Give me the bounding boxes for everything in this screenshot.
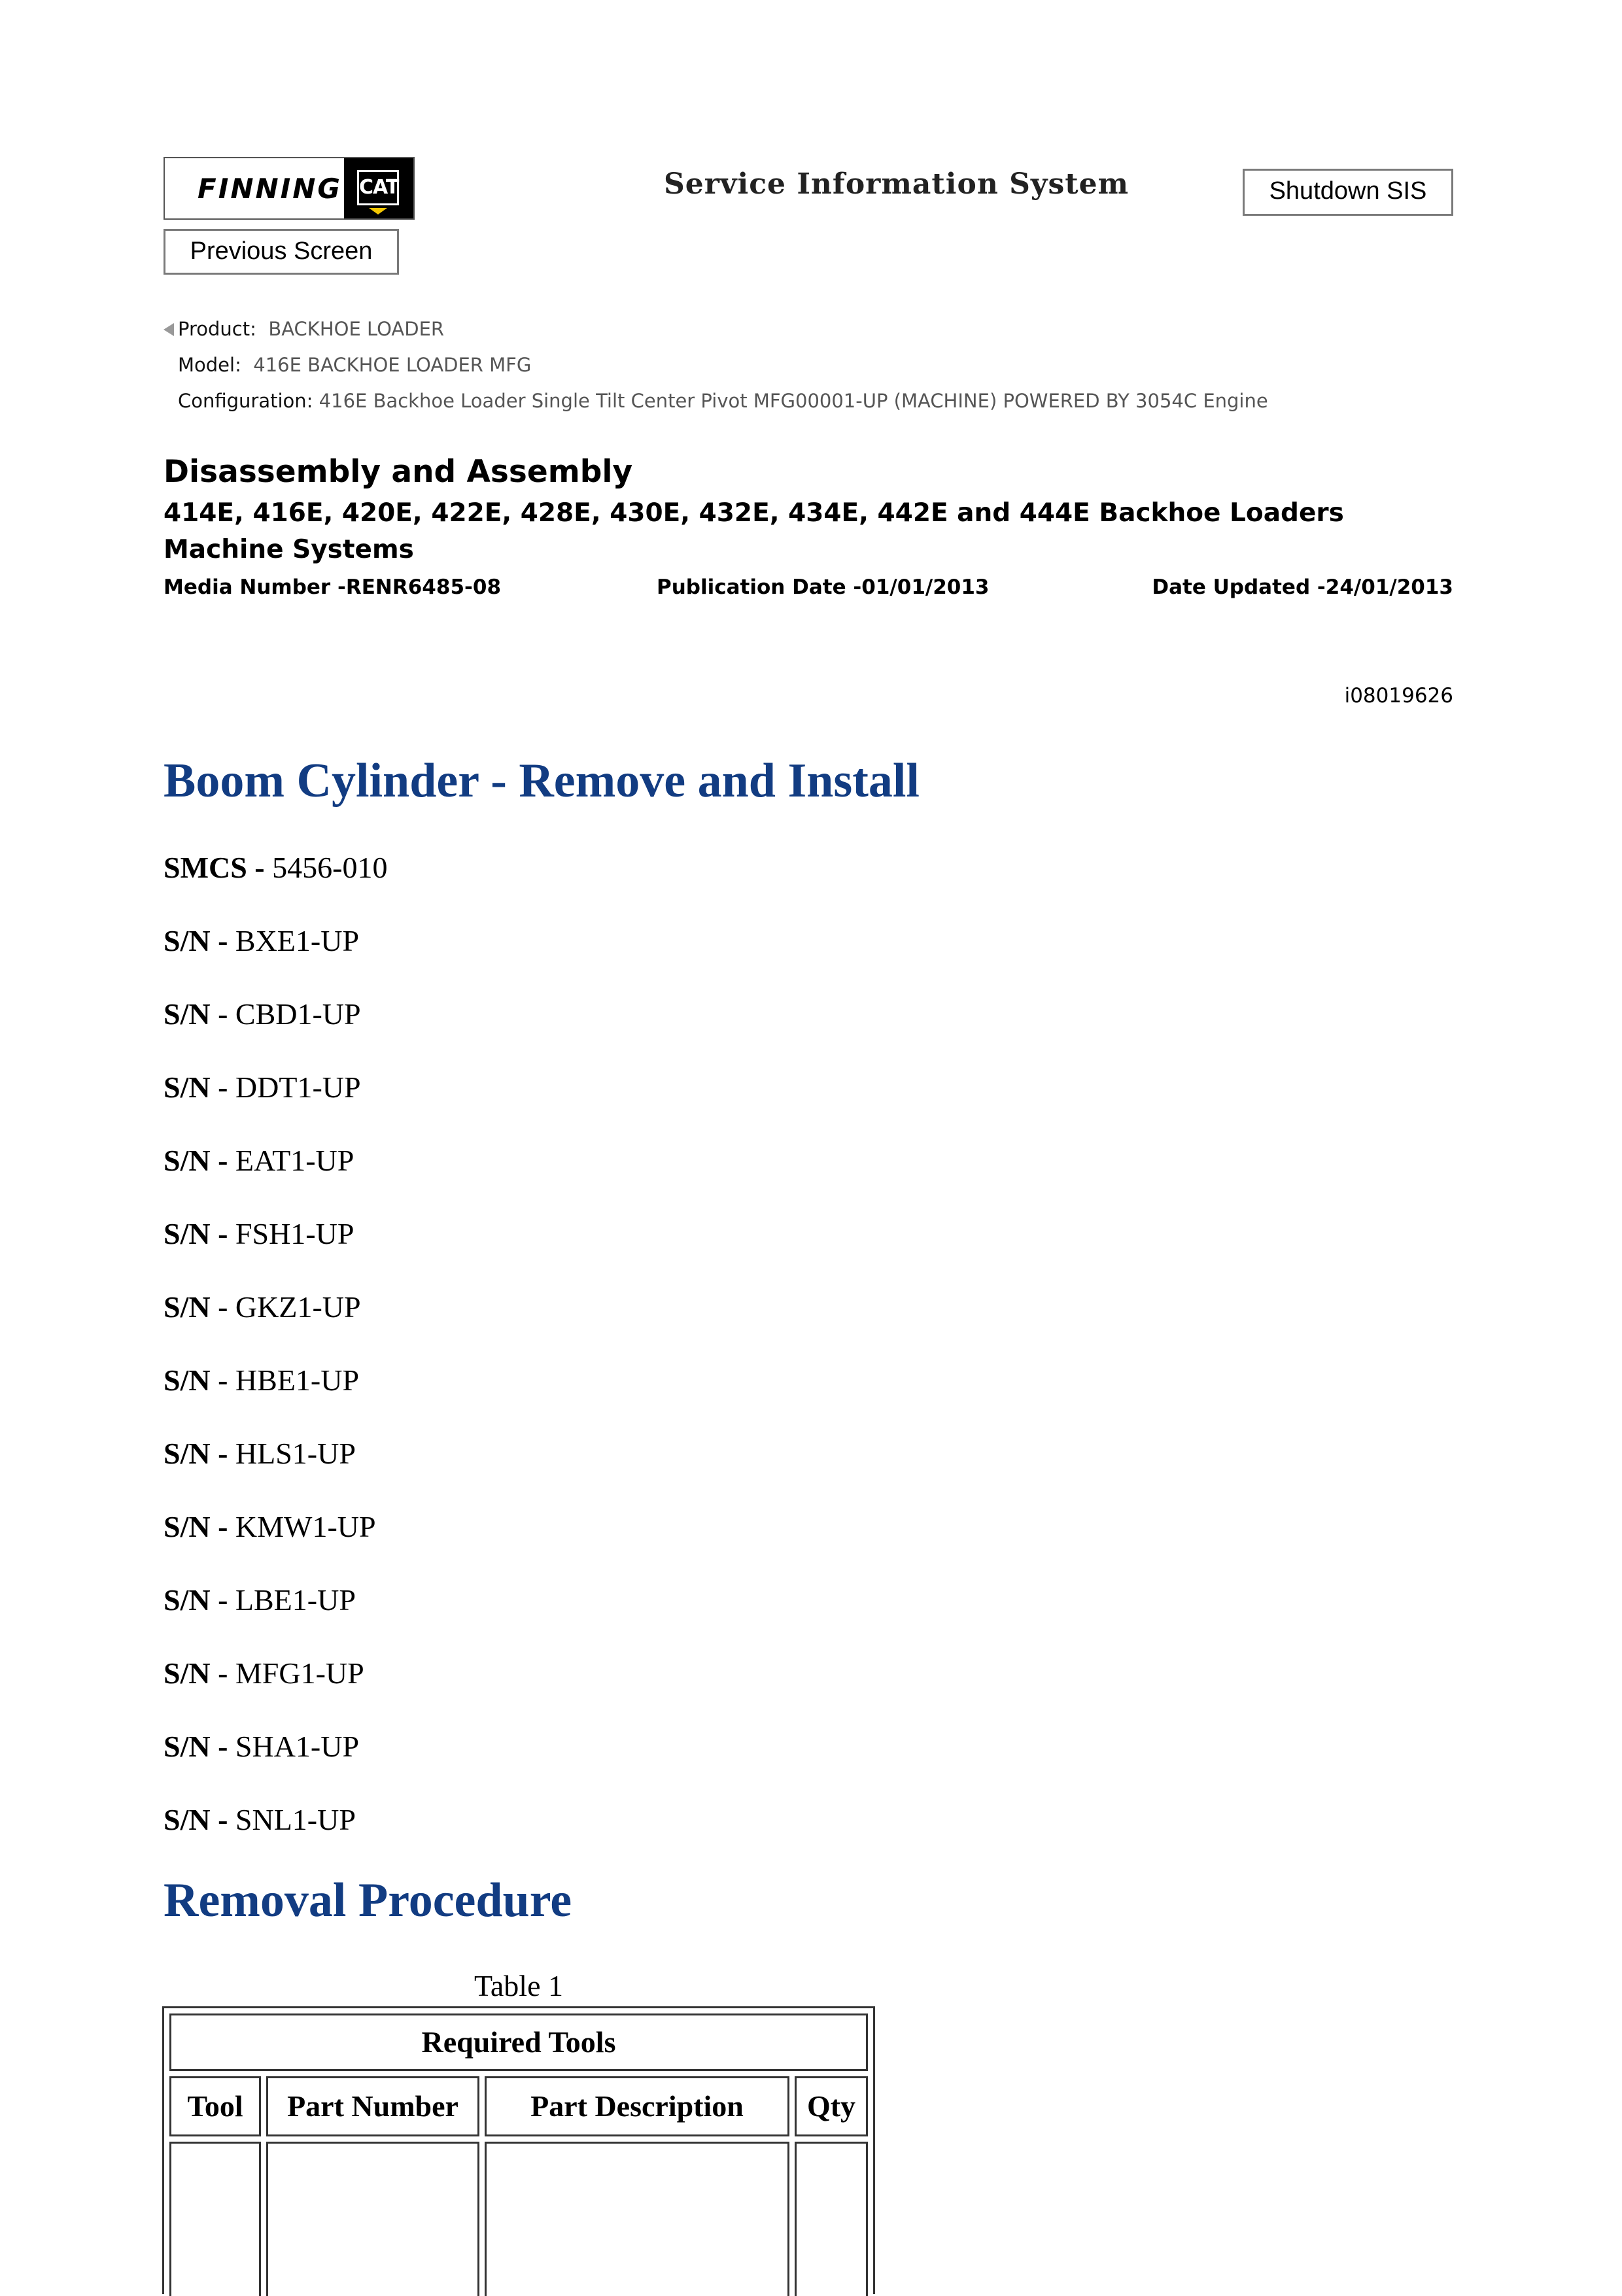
serial-label: S/N - <box>164 1803 228 1836</box>
serial-label: S/N - <box>164 1071 228 1104</box>
serial-value: SHA1-UP <box>235 1730 360 1763</box>
serial-value: HBE1-UP <box>235 1363 360 1397</box>
serial-label: S/N - <box>164 1144 228 1177</box>
media-number: Media Number -RENR6485-08 <box>164 575 502 599</box>
table-header-tool: Tool <box>169 2076 261 2136</box>
table-cell <box>266 2142 479 2296</box>
publication-date: Publication Date -01/01/2013 <box>657 575 990 599</box>
smcs-value: 5456-010 <box>272 851 388 884</box>
system-title: Service Information System <box>664 167 1130 201</box>
serial-value: LBE1-UP <box>235 1583 356 1617</box>
serial-value: CBD1-UP <box>235 997 361 1031</box>
serial-line <box>164 1436 356 1471</box>
table-header-part-description: Part Description <box>485 2076 789 2136</box>
cat-triangle-icon <box>369 208 387 214</box>
configuration-label: Configuration: <box>178 390 313 412</box>
smcs-label: SMCS - <box>164 851 265 884</box>
serial-line <box>164 1143 354 1178</box>
serial-label: S/N - <box>164 924 228 957</box>
serial-value: SNL1-UP <box>235 1803 356 1836</box>
finning-cat-logo <box>164 157 415 220</box>
serial-label: S/N - <box>164 1363 228 1397</box>
product-row <box>178 318 444 340</box>
serial-label: S/N - <box>164 1656 228 1690</box>
serial-line <box>164 1509 376 1544</box>
model-label: Model: <box>178 354 241 376</box>
configuration-value: 416E Backhoe Loader Single Tilt Center Pivot MFG00001-UP (MACHINE) POWERED BY 3054C Engine <box>319 390 1268 412</box>
table-cell <box>169 2142 261 2296</box>
serial-value: MFG1-UP <box>235 1656 364 1690</box>
document-id: i08019626 <box>1344 684 1453 708</box>
required-tools-table <box>162 2006 875 2294</box>
smcs-line <box>164 850 387 885</box>
serial-line <box>164 1729 359 1764</box>
serial-value: HLS1-UP <box>235 1437 356 1470</box>
serial-value: BXE1-UP <box>235 924 360 957</box>
serial-label: S/N - <box>164 1730 228 1763</box>
serial-label: S/N - <box>164 1290 228 1324</box>
product-value: BACKHOE LOADER <box>268 318 445 340</box>
serial-line <box>164 923 359 958</box>
page-title: Boom Cylinder - Remove and Install <box>164 754 920 808</box>
serial-value: EAT1-UP <box>235 1144 354 1177</box>
serial-value: KMW1-UP <box>235 1510 376 1543</box>
table-title-cell: Required Tools <box>169 2013 868 2071</box>
serial-line <box>164 1583 356 1617</box>
serial-label: S/N - <box>164 997 228 1031</box>
table-header-qty: Qty <box>795 2076 868 2136</box>
table-header-part-number: Part Number <box>266 2076 479 2136</box>
model-row <box>178 354 531 376</box>
serial-label: S/N - <box>164 1437 228 1470</box>
serial-label: S/N - <box>164 1583 228 1617</box>
cat-logo <box>344 158 413 218</box>
serial-label: S/N - <box>164 1217 228 1250</box>
document-subtitle: 414E, 416E, 420E, 422E, 428E, 430E, 432E, 434E, 442E and 444E Backhoe Loaders <box>164 498 1344 528</box>
serial-line <box>164 1363 359 1397</box>
cat-logo-text: CAT <box>357 170 399 205</box>
serial-line <box>164 1656 364 1690</box>
serial-line <box>164 1070 361 1105</box>
serial-line <box>164 1216 354 1251</box>
table-cell <box>795 2142 868 2296</box>
model-value: 416E BACKHOE LOADER MFG <box>253 354 532 376</box>
shutdown-sis-button[interactable]: Shutdown SIS <box>1243 169 1453 216</box>
serial-value: GKZ1-UP <box>235 1290 361 1324</box>
product-label: Product: <box>178 318 256 340</box>
section-title: Removal Procedure <box>164 1874 572 1927</box>
table-caption: Table 1 <box>474 1969 563 2002</box>
table-cell <box>485 2142 789 2296</box>
configuration-row <box>178 390 1268 412</box>
document-subtitle-2: Machine Systems <box>164 535 414 564</box>
serial-line <box>164 1290 361 1324</box>
finning-logo-text: FINNING <box>198 173 342 205</box>
document-title: Disassembly and Assembly <box>164 454 633 490</box>
serial-value: FSH1-UP <box>235 1217 354 1250</box>
serial-line <box>164 1802 356 1837</box>
date-updated: Date Updated -24/01/2013 <box>1152 575 1453 599</box>
previous-screen-button[interactable]: Previous Screen <box>164 229 399 275</box>
back-arrow-icon[interactable] <box>164 323 174 336</box>
serial-value: DDT1-UP <box>235 1071 361 1104</box>
serial-label: S/N - <box>164 1510 228 1543</box>
serial-line <box>164 997 361 1031</box>
